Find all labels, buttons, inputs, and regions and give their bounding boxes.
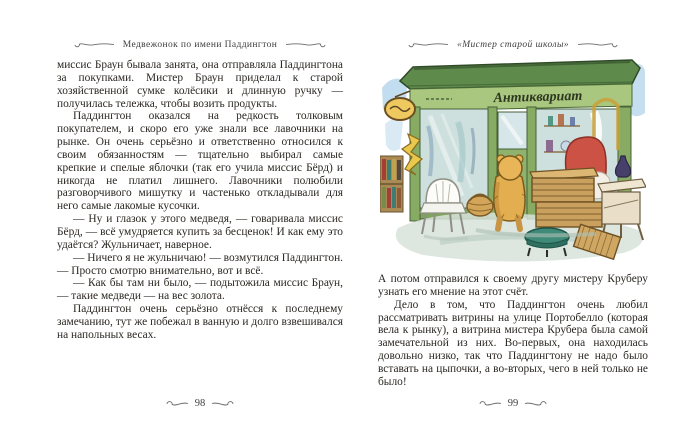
running-head-right <box>378 38 648 51</box>
page-number-left <box>57 396 343 410</box>
page-ornament-left-icon <box>477 398 503 408</box>
flourish-right-icon <box>284 40 328 49</box>
flourish-right-icon <box>576 40 620 49</box>
page-ornament-right-icon <box>523 398 549 408</box>
wicker-crates <box>530 168 602 227</box>
left-page-text <box>57 59 343 342</box>
page-ornament-right-icon <box>210 398 236 408</box>
paragraph: Паддингтон оказался на редкость толковым покупателем, и скоро его уже знали все лавочники на рынке. Он очень серьёзно и ответственно относился к своим обязанностям — тщательно выбирал самые крепкие и спелые яблочки (так его учила миссис Бёрд) и никогда не платил лишнего. Лавочники полюбили разговорчивого мишутку и частенько откладывали для него самые лакомые кусочки. <box>57 110 343 213</box>
page-number-left-label: 98 <box>194 397 206 409</box>
paragraph: — Как бы там ни было, — подытожила миссис Браун, — такие медведи — на вес золота. <box>57 277 343 303</box>
paragraph: миссис Браун бывала занята, она отправляла Паддингтона за покупками. Мистер Браун приделал к старой хозяйственной сумке колёсики и длинную ручку — получилась тележка, чтобы возить продукты. <box>57 59 343 110</box>
flourish-left-icon <box>406 40 450 49</box>
right-page-text <box>378 273 648 389</box>
page-number-right <box>378 396 648 410</box>
running-head-left-label: Медвежонок по имени Паддингтон <box>122 39 278 50</box>
running-head-right-label: «Мистер старой школы» <box>457 39 569 50</box>
bookshelf <box>380 156 403 212</box>
page-ornament-left-icon <box>164 398 190 408</box>
shop-fascia <box>410 84 632 111</box>
illustration-antique-shop <box>380 56 646 271</box>
paragraph: — Ну и глазок у этого медведя, — говаривала миссис Бёрд, — всё умудряется купить за бесценок! И как ему это удаётся? Жульничает, наверное. <box>57 213 343 251</box>
paragraph: А потом отправился к своему другу мистеру Круберу узнать его мнение на этот счёт. <box>378 273 648 298</box>
paragraph: Дело в том, что Паддингтон очень любил рассматривать витрины на улице Портобелло (которая вела к рынку), а витрина мистера Крубера была самой замечательной из них. Во-первых, она находилась довольно низко, так что Паддингтону не надо было вставать на цыпочки, а во-вторых, чего в ней только не было! <box>378 298 648 388</box>
paddington-bear <box>494 155 526 229</box>
page-number-right-label: 99 <box>507 397 519 409</box>
flourish-left-icon <box>72 40 116 49</box>
shop-sign-text: Антиквариат <box>493 88 583 107</box>
wicker-basket <box>467 195 493 217</box>
paragraph: Паддингтон очень серьёзно отнёсся к последнему замечанию, тут же побежал в ванную и долго взвешивался на напольных весах. <box>57 303 343 341</box>
paragraph: — Ничего я не жульничаю! — возмутился Паддингтон. — Просто смотрю внимательно, вот и всё. <box>57 251 344 277</box>
running-head-left <box>57 38 343 51</box>
